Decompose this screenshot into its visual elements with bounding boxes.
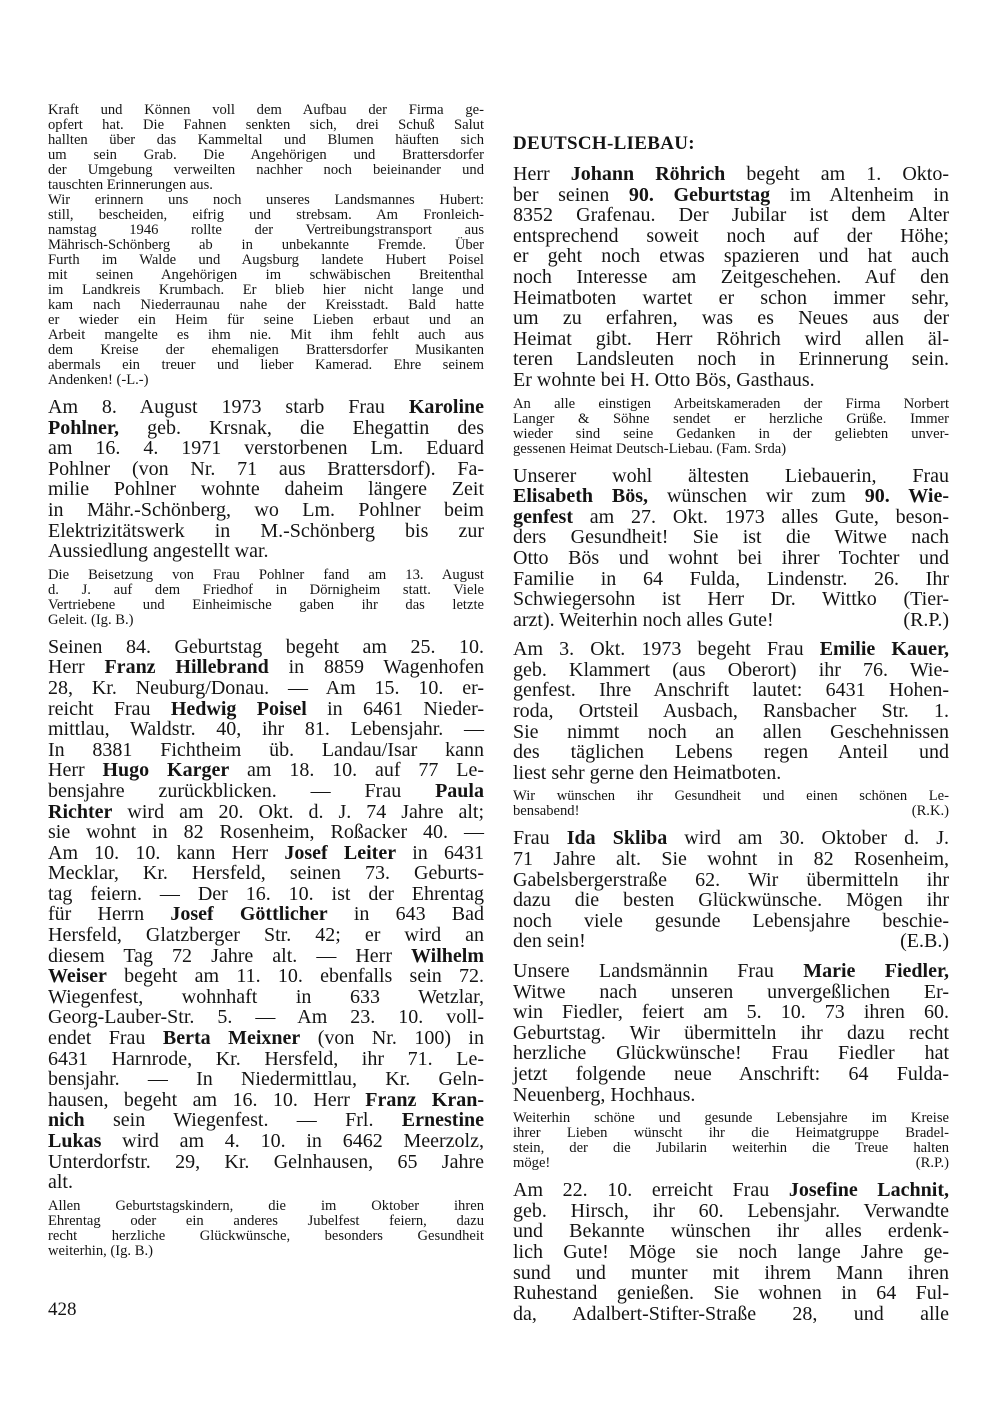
text-segment: roda, Ortsteil Ausbach, Ransbacher Str. 1.: [513, 700, 949, 723]
text-segment: Am 10. 10. kann Herr: [48, 841, 285, 864]
text-line: [513, 527, 949, 548]
bold-name: 90. Geburtstag: [628, 183, 771, 206]
text-segment: arzt). Weiterhin noch alles Gute!: [513, 608, 774, 631]
text-segment: bensjahr. — In Niedermittlau, Kr. Geln-: [48, 1068, 484, 1091]
text-segment: hausen, begeht am 16. 10. Herr: [48, 1088, 366, 1111]
text-line: [48, 1090, 484, 1111]
text-line: [48, 1110, 484, 1131]
text-line: [48, 148, 484, 163]
text-segment: da, Adalbert-Stifter-Straße 28, und alle: [513, 1302, 949, 1325]
article-paragraph: [513, 164, 949, 391]
text-line: [48, 1007, 484, 1028]
text-segment: in 8859 Wagenhofen: [268, 656, 484, 679]
note-paragraph: [48, 568, 484, 628]
text-line: [48, 223, 484, 238]
text-segment: dem Kreise der ehemaligen Brattersdorfer Musikanten: [48, 342, 484, 358]
article-paragraph: [513, 639, 949, 783]
bold-name: Paula: [435, 779, 484, 802]
text-line: [48, 1244, 484, 1259]
text-segment: alt.: [48, 1171, 73, 1194]
text-line: [513, 164, 949, 185]
text-segment: Ruhestand genießen. Sie wohnen in 64 Ful-: [513, 1282, 949, 1305]
text-segment: Furth im Walde und Augsburg landete Hubert Poisel: [48, 252, 484, 268]
text-line: [48, 568, 484, 583]
text-line: [48, 253, 484, 268]
text-line: [513, 1201, 949, 1222]
bold-name: Karoline: [408, 396, 484, 418]
text-line: [48, 459, 484, 480]
author-initials: (R.P.): [903, 608, 949, 631]
text-line: [513, 1180, 949, 1201]
text-line: [513, 226, 949, 247]
text-segment: ders Gesundheit! Sie ist die Witwe nach: [513, 526, 949, 549]
text-segment: herzliche Glückwünsche! Frau Fiedler hat: [513, 1042, 949, 1065]
text-segment: um sein Grab. Die Angehörigen und Brattersdorfer: [48, 147, 484, 163]
text-line: [48, 598, 484, 613]
text-line: [48, 613, 484, 628]
text-segment: den sein!: [513, 930, 586, 953]
text-segment: sie wohnt in 82 Rosenheim, Roßacker 40. —: [48, 821, 484, 844]
text-segment: hallten über das Kammeltal und Blumen häuften sich: [48, 132, 484, 148]
text-segment: im Altenheim in: [770, 183, 949, 206]
text-line: [48, 657, 484, 678]
text-line: [513, 1111, 949, 1126]
text-line: [48, 178, 484, 193]
text-line: [513, 589, 949, 610]
text-line: [48, 678, 484, 699]
text-segment: recht herzliche Glückwünsche, besonders Gesundheit: [48, 1227, 484, 1244]
bold-name: Marie Fiedler,: [803, 960, 950, 982]
text-segment: er wieder ein Heim für seine Lieben erbaut und an: [48, 312, 484, 328]
text-segment: Mecklar, Kr. Hersfeld, seinen 73. Geburts-: [48, 862, 484, 885]
text-segment: noch viele gesunde Lebensjahre beschie-: [513, 909, 949, 932]
text-segment: milie Pohlner wohnte daheim längere Zeit: [48, 478, 484, 501]
text-segment: Gabelsbergerstraße 62. Wir übermitteln ihr: [513, 868, 949, 891]
text-line: [48, 521, 484, 542]
text-segment: Unterdorfstr. 29, Kr. Gelnhausen, 65 Jahre: [48, 1150, 484, 1173]
bold-name: Emilie Kauer,: [819, 638, 949, 661]
text-line: [48, 802, 484, 823]
text-segment: Hersfeld, Glatzberger Str. 42; er wird an: [48, 924, 484, 947]
text-line: [48, 637, 484, 658]
text-segment: sein Wiegenfest. — Frl.: [84, 1109, 402, 1132]
text-line: [513, 1002, 949, 1023]
text-segment: in 643 Bad: [327, 903, 484, 926]
text-line: [513, 931, 949, 952]
text-line: [48, 719, 484, 740]
text-segment: Allen Geburtstagskindern, die im Oktober ihren: [48, 1197, 484, 1214]
text-line: [48, 397, 484, 418]
text-segment: geb. Klammert (aus Oberort) ihr 76. Wie-: [513, 658, 949, 681]
note-paragraph: [513, 397, 949, 457]
note-paragraph: [513, 1111, 949, 1171]
text-line: [48, 925, 484, 946]
text-segment: Andenken! (-L.-): [48, 372, 149, 388]
text-segment: Unserer wohl ältesten Liebauerin, Frau: [513, 464, 949, 487]
text-segment: Schwiegersohn ist Herr Dr. Wittko (Tier-: [513, 588, 949, 611]
text-line: [48, 283, 484, 298]
text-segment: Otto Bös und wohnt bei ihrer Tochter und: [513, 546, 949, 569]
text-line: [48, 863, 484, 884]
text-segment: gessenen Heimat Deutsch-Liebau. (Fam. Srda): [513, 440, 787, 457]
text-line: [513, 1304, 949, 1325]
text-line: [48, 418, 484, 439]
text-segment: Am 8. August 1973 starb Frau: [48, 396, 409, 418]
text-line: [48, 238, 484, 253]
text-segment: 6431 Harnrode, Kr. Hersfeld, ihr 71. Le-: [48, 1047, 484, 1070]
bold-name: Wilhelm: [411, 944, 484, 967]
text-line: [513, 660, 949, 681]
text-segment: Unsere Landsmännin Frau: [513, 960, 804, 982]
text-segment: wird am 30. Oktober d. J.: [667, 827, 949, 850]
text-segment: 28, Kr. Neuburg/Donau. — Am 15. 10. er-: [48, 676, 484, 699]
section-heading: DEUTSCH-LIEBAU:: [513, 133, 695, 154]
text-segment: Elektrizitätswerk in M.-Schönberg bis zur: [48, 519, 484, 542]
text-segment: um zu erfahren, was es Neues aus der: [513, 307, 949, 330]
text-line: [48, 781, 484, 802]
text-segment: kam nach Niederraunau nahe der Kreisstadt. Bald hatte: [48, 297, 484, 313]
article-paragraph: [513, 828, 949, 952]
bold-name: Ida Skliba: [566, 827, 668, 850]
bold-name: Josef Leiter: [284, 841, 397, 864]
text-segment: tag feiern. — Der 16. 10. ist der Ehrentag: [48, 882, 484, 905]
text-segment: noch Interesse am Zeitgeschehen. Auf den: [513, 265, 949, 288]
text-line: [48, 163, 484, 178]
text-segment: Herr: [48, 759, 103, 782]
text-segment: weiterhin, (Ig. B.): [48, 1242, 153, 1259]
text-line: [513, 870, 949, 891]
text-segment: Kraft und Können voll dem Aufbau der Firma ge-: [48, 102, 484, 118]
text-line: [513, 680, 949, 701]
text-line: [513, 1221, 949, 1242]
bold-name: Josefine Lachnit,: [788, 1179, 949, 1202]
text-line: [48, 699, 484, 720]
text-line: [513, 639, 949, 660]
text-segment: geb. Krsnak, die Ehegattin des: [118, 416, 484, 439]
text-segment: für Herrn: [48, 903, 171, 926]
bold-name: Franz Kran-: [365, 1088, 485, 1111]
text-line: [48, 500, 484, 521]
text-line: [513, 507, 949, 528]
text-line: [513, 722, 949, 743]
text-segment: reicht Frau: [48, 697, 171, 720]
text-line: [48, 298, 484, 313]
text-segment: 71 Jahre alt. Sie wohnt in 82 Rosenheim,: [513, 848, 949, 871]
text-line: [48, 133, 484, 148]
note-paragraph: [513, 789, 949, 819]
text-line: [48, 1229, 484, 1244]
text-segment: Heimatboten wartet er schon immer sehr,: [513, 286, 949, 309]
text-segment: er geht noch etwas spazieren und hat auch: [513, 245, 949, 268]
text-segment: Herr: [48, 656, 105, 679]
text-segment: tauschten Erinnerungen aus.: [48, 177, 213, 193]
text-line: [513, 1156, 949, 1171]
bold-name: Richter: [48, 800, 113, 823]
text-line: [48, 1214, 484, 1229]
text-line: [48, 373, 484, 388]
text-segment: in Mähr.-Schönberg, wo Lm. Pohlner beim: [48, 498, 484, 521]
text-segment: Geburtstag. Wir übermitteln ihr dazu recht: [513, 1021, 949, 1044]
text-segment: Wir erinnern uns noch unseres Landsmannes Hubert:: [48, 192, 484, 208]
author-initials: (E.B.): [900, 930, 949, 953]
text-segment: still, bescheiden, eifrig und strebsam. Am Fronleich-: [48, 207, 484, 223]
text-line: [48, 946, 484, 967]
text-line: [513, 1242, 949, 1263]
text-line: [48, 358, 484, 373]
text-segment: Die Beisetzung von Frau Pohlner fand am 13. August: [48, 566, 484, 583]
text-line: [48, 583, 484, 598]
text-line: [48, 1069, 484, 1090]
text-line: [513, 308, 949, 329]
note-paragraph: [48, 1199, 484, 1259]
bold-name: Lukas: [48, 1130, 102, 1152]
text-segment: genfest. Ihre Anschrift lautet: 6431 Hohen-: [513, 679, 949, 702]
text-segment: Wiegenfest, wohnhaft in 633 Wetzlar,: [48, 985, 484, 1008]
text-line: [513, 267, 949, 288]
text-line: [48, 760, 484, 781]
article-paragraph: [48, 397, 484, 562]
text-segment: der Umgebung verweilten nachher noch beieinander und: [48, 162, 484, 178]
text-line: [513, 890, 949, 911]
text-line: [48, 966, 484, 987]
text-line: [513, 982, 949, 1003]
right-column: [513, 133, 949, 1324]
text-line: [513, 1064, 949, 1085]
article-paragraph: [48, 637, 484, 1193]
text-line: [513, 349, 949, 370]
bold-name: Johann Röhrich: [570, 163, 726, 185]
author-initials: (R.P.): [915, 1155, 949, 1172]
text-segment: Langer & Söhne sendet er herzliche Grüße. Immer: [513, 410, 949, 427]
text-segment: Sie nimmt noch an allen Geschehnissen: [513, 720, 949, 743]
text-line: [513, 1023, 949, 1044]
bold-name: genfest: [513, 505, 573, 528]
text-segment: endet Frau: [48, 1027, 163, 1050]
text-segment: 8352 Grafenau. Der Jubilar ist dem Alter: [513, 204, 949, 227]
text-line: [513, 412, 949, 427]
text-segment: in 6431: [396, 841, 484, 864]
text-line: [48, 1049, 484, 1070]
note-paragraph: [48, 103, 484, 388]
text-segment: am 16. 4. 1971 verstorbenen Lm. Eduard: [48, 437, 484, 460]
text-segment: wünschen wir zum: [648, 485, 865, 508]
bold-name: Josef Göttlicher: [170, 903, 328, 926]
bold-name: Elisabeth Bös,: [513, 485, 649, 508]
text-segment: ber seinen: [513, 183, 629, 206]
text-line: [48, 313, 484, 328]
text-line: [48, 740, 484, 761]
text-line: [513, 1085, 949, 1106]
text-segment: An alle einstigen Arbeitskameraden der Firma Norbert: [513, 395, 949, 412]
text-line: [48, 987, 484, 1008]
text-segment: dazu die besten Glückwünsche. Mögen ihr: [513, 889, 949, 912]
text-line: [513, 427, 949, 442]
bold-name: Pohlner,: [48, 416, 119, 439]
text-segment: im Landkreis Krumbach. Er blieb hier nicht lange und: [48, 282, 484, 298]
text-line: [513, 397, 949, 412]
text-segment: mit seinen Angehörigen im schwäbischen Breitenthal: [48, 267, 484, 283]
text-line: [513, 1141, 949, 1156]
text-line: [48, 884, 484, 905]
text-segment: des täglichen Lebens regen Anteil und: [513, 741, 949, 764]
text-line: [513, 370, 949, 391]
text-segment: Aussiedlung angestellt war.: [48, 540, 269, 563]
bold-name: 90. Wie-: [864, 485, 949, 508]
text-line: [48, 343, 484, 358]
text-segment: liest sehr gerne den Heimatboten.: [513, 761, 782, 784]
text-line: [48, 822, 484, 843]
text-segment: In 8381 Fichtheim üb. Landau/Isar kann: [48, 738, 484, 761]
text-segment: Witwe nach unseren unvergeßlichen Er-: [513, 980, 949, 1003]
text-line: [48, 328, 484, 343]
text-segment: win Fiedler, feiert am 5. 10. 73 ihren 60.: [513, 1001, 949, 1024]
bold-name: Hedwig Poisel: [170, 697, 307, 720]
text-line: [513, 205, 949, 226]
text-line: [513, 185, 949, 206]
text-segment: d. J. auf dem Friedhof in Dörnigheim statt. Viele: [48, 581, 484, 598]
text-line: [48, 118, 484, 133]
article-paragraph: [513, 466, 949, 631]
page-number: 428: [48, 1299, 77, 1320]
text-line: [513, 1126, 949, 1141]
text-segment: lich Gute! Möge sie noch lange Jahre ge-: [513, 1240, 949, 1263]
text-segment: in 6461 Nieder-: [306, 697, 485, 720]
bold-name: Berta Meixner: [162, 1027, 301, 1050]
text-segment: Pohlner (von Nr. 71 aus Brattersdorf). Fa-: [48, 457, 484, 480]
text-segment: jetzt folgende neue Anschrift: 64 Fulda-: [513, 1062, 949, 1085]
text-line: [513, 486, 949, 507]
text-line: [48, 268, 484, 283]
text-segment: (von Nr. 100) in: [300, 1027, 484, 1050]
text-line: [513, 789, 949, 804]
text-line: [48, 208, 484, 223]
text-line: [513, 246, 949, 267]
text-line: [513, 442, 949, 457]
text-segment: Familie in 64 Fulda, Lindenstr. 26. Ihr: [513, 567, 949, 590]
text-segment: Frau: [513, 827, 567, 850]
text-line: [513, 961, 949, 982]
text-line: [48, 438, 484, 459]
text-segment: Vertriebene und Einheimische gaben ihr das letzte: [48, 596, 484, 613]
text-line: [513, 548, 949, 569]
text-line: [48, 1172, 484, 1193]
text-line: [48, 1152, 484, 1173]
text-line: [513, 701, 949, 722]
text-segment: stein, der die Jubilarin weiterhin die Treue halten: [513, 1140, 949, 1157]
text-line: [513, 849, 949, 870]
text-segment: wird am 20. Okt. d. J. 74 Jahre alt;: [112, 800, 484, 823]
text-line: [513, 1283, 949, 1304]
text-segment: bensabend!: [513, 803, 580, 820]
text-line: [48, 479, 484, 500]
text-segment: sund und munter mit ihrem Mann ihren: [513, 1261, 949, 1284]
text-segment: Geleit. (Ig. B.): [48, 611, 134, 628]
text-line: [48, 193, 484, 208]
text-line: [513, 1043, 949, 1064]
text-segment: möge!: [513, 1155, 551, 1172]
text-line: [48, 843, 484, 864]
text-line: [513, 1263, 949, 1284]
text-line: [513, 288, 949, 309]
text-segment: Seinen 84. Geburtstag begeht am 25. 10.: [48, 635, 484, 658]
text-segment: wird am 4. 10. in 6462 Meerzolz,: [101, 1130, 484, 1152]
left-column: [48, 103, 484, 1259]
text-segment: opfert hat. Die Fahnen senkten sich, drei Schuß Salut: [48, 117, 484, 133]
text-segment: ihrer Lieben wünscht ihr die Heimatgruppe Bradel-: [513, 1125, 949, 1142]
bold-name: Franz Hillebrand: [104, 656, 269, 679]
text-line: [48, 1028, 484, 1049]
bold-name: Hugo Karger: [102, 759, 230, 782]
text-segment: diesem Tag 72 Jahre alt. — Herr: [48, 944, 412, 967]
text-segment: begeht am 1. Okto-: [725, 163, 950, 185]
text-segment: am 27. Okt. 1973 alles Gute, beson-: [572, 505, 949, 528]
text-segment: Mährisch-Schönberg ab in unbekannte Fremde. Über: [48, 237, 484, 253]
text-segment: namstag 1946 rollte der Vertreibungstransport aus: [48, 222, 484, 238]
text-line: [48, 1131, 484, 1152]
text-segment: Neuenberg, Hochhaus.: [513, 1083, 696, 1106]
bold-name: Weiser: [48, 965, 107, 988]
text-line: [513, 828, 949, 849]
text-line: [48, 904, 484, 925]
text-line: [513, 329, 949, 350]
text-segment: Wir wünschen ihr Gesundheit und einen schönen Le-: [513, 788, 949, 805]
text-line: [513, 911, 949, 932]
article-paragraph: [513, 1180, 949, 1324]
text-segment: Am 3. Okt. 1973 begeht Frau: [513, 638, 820, 661]
text-segment: am 18. 10. auf 77 Le-: [229, 759, 484, 782]
text-segment: teren Landsleuten noch in Erinnerung sein.: [513, 348, 949, 371]
text-segment: begeht am 11. 10. ebenfalls sein 72.: [106, 965, 484, 988]
text-line: [48, 103, 484, 118]
text-segment: abermals ein treuer und lieber Kamerad. Ehre seinem: [48, 357, 484, 373]
text-segment: Weiterhin schöne und gesunde Lebensjahre im Kreise: [513, 1110, 949, 1127]
text-segment: Am 22. 10. erreicht Frau: [513, 1179, 789, 1202]
text-segment: Er wohnte bei H. Otto Bös, Gasthaus.: [513, 368, 815, 391]
article-paragraph: [513, 961, 949, 1105]
text-line: [48, 541, 484, 562]
text-segment: mittlau, Waldstr. 40, ihr 81. Lebensjahr. —: [48, 718, 484, 741]
author-initials: (R.K.): [911, 803, 949, 820]
text-segment: entsprechend soweit noch auf der Höhe;: [513, 224, 949, 247]
text-line: [513, 466, 949, 487]
text-segment: wieder sind seine Gedanken in der geliebten unver-: [513, 425, 949, 442]
text-line: [513, 804, 949, 819]
text-segment: geb. Hirsch, ihr 60. Lebensjahr. Verwandte: [513, 1199, 949, 1222]
text-line: [513, 569, 949, 590]
text-segment: Arbeit mangelte es ihm nie. Mit ihm fehlt auch aus: [48, 327, 484, 343]
bold-name: Ernestine: [401, 1109, 484, 1132]
text-segment: bensjahre zurückblicken. — Frau: [48, 779, 436, 802]
text-line: [513, 610, 949, 631]
text-line: [48, 1199, 484, 1214]
text-segment: und Bekannte wünschen ihr alles erdenk-: [513, 1220, 949, 1243]
text-line: [513, 742, 949, 763]
text-segment: Georg-Lauber-Str. 5. — Am 23. 10. voll-: [48, 1006, 484, 1029]
text-line: [513, 763, 949, 784]
text-segment: Heimat gibt. Herr Röhrich wird allen äl-: [513, 327, 949, 350]
bold-name: nich: [48, 1109, 85, 1132]
text-segment: Herr: [513, 163, 571, 185]
text-segment: Ehrentag oder ein anderes Jubelfest feiern, dazu: [48, 1212, 484, 1229]
